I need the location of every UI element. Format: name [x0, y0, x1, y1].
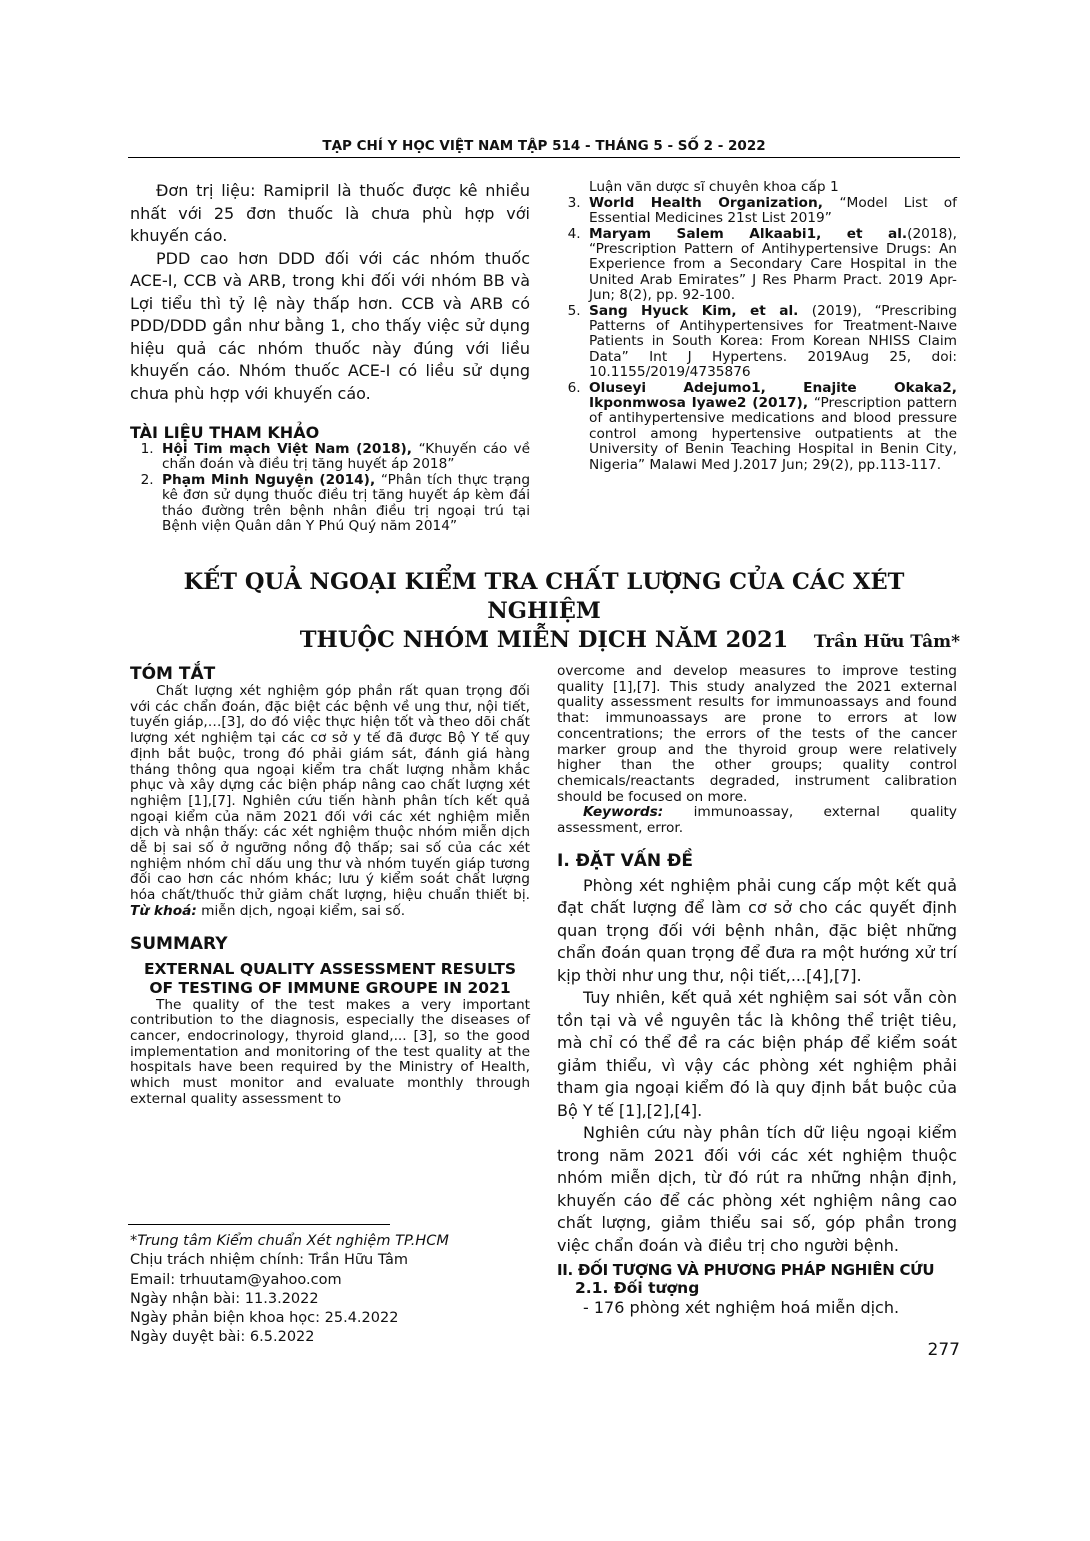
references-list-left [130, 442, 530, 534]
references-list-right [557, 196, 957, 473]
section-2-1-item: - 176 phòng xét nghiệm hoá miễn dịch. [583, 1298, 900, 1318]
reference-item: 2. Phạm Minh Nguyện (2014), “Phân tích thực trạng kê đơn sử dụng thuốc điều trị tăng huyết áp kèm đái tháo đường trên bệnh nhân điều trị ngoại trú tại Bệnh viện Quân dân Y Phú Quý năm 2014” [158, 473, 530, 535]
reference-item: 3. World Health Organization, “Model List of Essential Medicines 21st List 2019” [585, 196, 957, 227]
article-title-line-1: KẾT QUẢ NGOẠI KIỂM TRA CHẤT LƯỢNG CỦA CÁC XÉT NGHIỆM [183, 569, 905, 624]
header-divider [128, 157, 960, 158]
journal-header: TẠP CHÍ Y HỌC VIỆT NAM TẬP 514 - THÁNG 5 - SỐ 2 - 2022 [322, 138, 766, 154]
keywords-line [557, 805, 957, 836]
reference-item: 4. Maryam Salem Alkaabi1, et al.(2018), “Prescription Pattern of Antihypertensive Drugs: An Experience from a Secondary Care Hospital in the United Arab Emirates” J Res Pharm Pract. 2019 Apr-Jun; 8(2), pp. 92-100. [585, 227, 957, 304]
footnote-received: Ngày nhận bài: 11.3.2022 [130, 1290, 319, 1307]
summary-body-part-2: overcome and develop measures to improve testing quality [1],[7]. This study analyzed the 2021 external quality assessment results for immunoassays and found that: immunoassays are prone to errors at low concentrations; the errors of the tests of the cancer marker group and the thyroid group were relatively higher than the other groups; quality control chemicals/reactants degraded, instrument calibration should be focused on more. [557, 663, 957, 805]
summary-title: EXTERNAL QUALITY ASSESSMENT RESULTS OF TESTING OF IMMUNE GROUPE IN 2021 [143, 959, 517, 997]
article-left-column [130, 664, 530, 1107]
prev-conclusion-para-1: Đơn trị liệu: Ramipril là thuốc được kê nhiều nhất với 25 đơn thuốc là chưa phù hợp với khuyến cáo. [130, 181, 530, 245]
prev-article-left-column [130, 180, 530, 534]
prev-conclusion-para-2: PDD cao hơn DDD đối với các nhóm thuốc ACE-I, CCB và ARB, trong khi đối với nhóm BB và Lợi tiểu thì tỷ lệ này thấp hơn. CCB và ARB có PDD/DDD gần như bằng 1, cho thấy việc sử dụng hiệu quả các nhóm thuốc này đúng với liều khuyến cáo. Nhóm thuốc ACE-I có liều sử dụng chưa phù hợp với khuyến cáo. [130, 248, 530, 403]
section-1-para-3: Nghiên cứu này phân tích dữ liệu ngoại kiểm trong năm 2021 đối với các xét nghiệm thuộc nhóm miễn dịch, từ đó rút ra những nhận định, khuyến cáo để các phòng xét nghiệm nâng cao chất lượng, giảm thiểu sai số, góp phần trong việc chẩn đoán và điều trị cho người bệnh. [557, 1123, 957, 1255]
summary-heading: SUMMARY [130, 933, 228, 954]
footnote-divider [128, 1224, 390, 1225]
article-author: Trần Hữu Tâm* [813, 632, 960, 652]
section-2-1-heading: 2.1. Đối tượng [575, 1279, 700, 1298]
footnote-reviewed: Ngày phản biện khoa học: 25.4.2022 [130, 1310, 399, 1327]
section-1-heading: I. ĐẶT VẤN ĐỀ [557, 850, 693, 871]
tukhoa-label: Từ khoá: [130, 902, 197, 919]
tukhoa-text: miễn dịch, ngoại kiểm, sai số. [196, 902, 406, 919]
footnote-responsible: Chịu trách nhiệm chính: Trần Hữu Tâm [130, 1252, 409, 1269]
keywords-label: Keywords: [583, 804, 664, 821]
section-2-heading: II. ĐỐI TƯỢNG VÀ PHƯƠNG PHÁP NGHIÊN CỨU [557, 1261, 935, 1280]
article-title-line-2: THUỘC NHÓM MIỄN DỊCH NĂM 2021 [299, 627, 789, 653]
references-heading: TÀI LIỆU THAM KHẢO [130, 423, 320, 442]
section-1-para-1: Phòng xét nghiệm phải cung cấp một kết quả đạt chất lượng để làm cơ sở cho các quyết định quan trọng đối với bệnh nhân, đặc biệt những chẩn đoán quan trọng để đưa ra một hướng xử trí kịp thời như ung thư, nội tiết,...[4],[7]. [557, 875, 957, 985]
reference-item: 5. Sang Hyuck Kim, et al. (2019), “Prescribing Patterns of Antihypertensives for Treatment-Naıve Patients in South Korea: From Korean NHISS Claim Data” Int J Hypertens. 2019Aug 25, doi: 10.1155/2019/4735876 [585, 304, 957, 381]
prev-article-right-column [557, 180, 957, 473]
tomtat-body: Chất lượng xét nghiệm góp phần rất quan trọng đối với các chẩn đoán, đặc biệt các bệnh về ung thư, nội tiết, tuyến giáp,…[3], do đó việc thực hiện tốt và theo dõi chất lượng xét nghiệm tại các cơ sở y tế đã được Bộ Y tế quy định bắt buộc, trong đó phải giám sát, đánh giá hàng tháng thông qua ngoại kiểm tra chất lượng nhằm khắc phục và xây dựng các biện pháp nâng cao chất lượng xét nghiệm [1],[7]. Nghiên cứu tiến hành phân tích kết quả ngoại kiểm của năm 2021 đối với các xét nghiệm miễn dịch và nhận thấy: các xét nghiệm thuộc nhóm miễn dịch dễ bị sai số ở ngưỡng nồng độ thấp; sai số của các xét nghiệm nhóm chỉ dấu ung thư và nhóm tuyến giáp tương đối cao hơn các nhóm khác; lưu ý kiểm soát chất lượng hóa chất/thuốc thử giảm chất lượng, hiệu chuẩn thiết bị. Từ khoá: miễn dịch, ngoại kiểm, sai số. [130, 683, 530, 919]
tomtat-heading: TÓM TẮT [130, 664, 216, 684]
reference-item: 1. Hội Tim mạch Việt Nam (2018), “Khuyến cáo về chẩn đoán và điều trị tăng huyết áp 2018” [158, 442, 530, 473]
reference-item: 6. Oluseyi Adejumo1, Enajite Okaka2, Ikponmwosa Iyawe2 (2017), “Prescription pattern of antihypertensive medications and blood pressure control among hypertensive outpatients at the University of Benin Teaching Hospital in Benin City, Nigeria” Malawi Med J.2017 Jun; 29(2), pp.113-117. [585, 381, 957, 473]
footnote-affiliation: *Trung tâm Kiểm chuẩn Xét nghiệm TP.HCM [130, 1233, 449, 1249]
footnote [130, 1232, 530, 1348]
footnote-accepted: Ngày duyệt bài: 6.5.2022 [130, 1329, 315, 1346]
article-right-column [557, 664, 957, 1320]
page-number: 277 [927, 1340, 960, 1360]
keywords-text: immunoassay, external quality assessment, error. [557, 804, 957, 837]
summary-body-part-1: The quality of the test makes a very important contribution to the diagnosis, especially the diseases of cancer, endocrinology, thyroid gland,... [3], so the good implementation and monitoring of the test quality at the hospitals have been required by the Ministry of Health, which must monitor and evaluate monthly through external quality assessment to [130, 996, 530, 1107]
footnote-email: Email: trhuutam@yahoo.com [130, 1271, 342, 1288]
section-1-para-2: Tuy nhiên, kết quả xét nghiệm sai sót vẫn còn tồn tại và về nguyên tắc là không thể triệt tiêu, mà chỉ có thể đề ra các biện pháp để kiểm soát giảm thiểu, vì vậy các phòng xét nghiệm phải tham gia ngoại kiểm đó là quy định bắt buộc của Bộ Y tế [1],[2],[4]. [557, 988, 957, 1120]
reference-continuation: Luận văn dược sĩ chuyên khoa cấp 1 [589, 179, 839, 195]
